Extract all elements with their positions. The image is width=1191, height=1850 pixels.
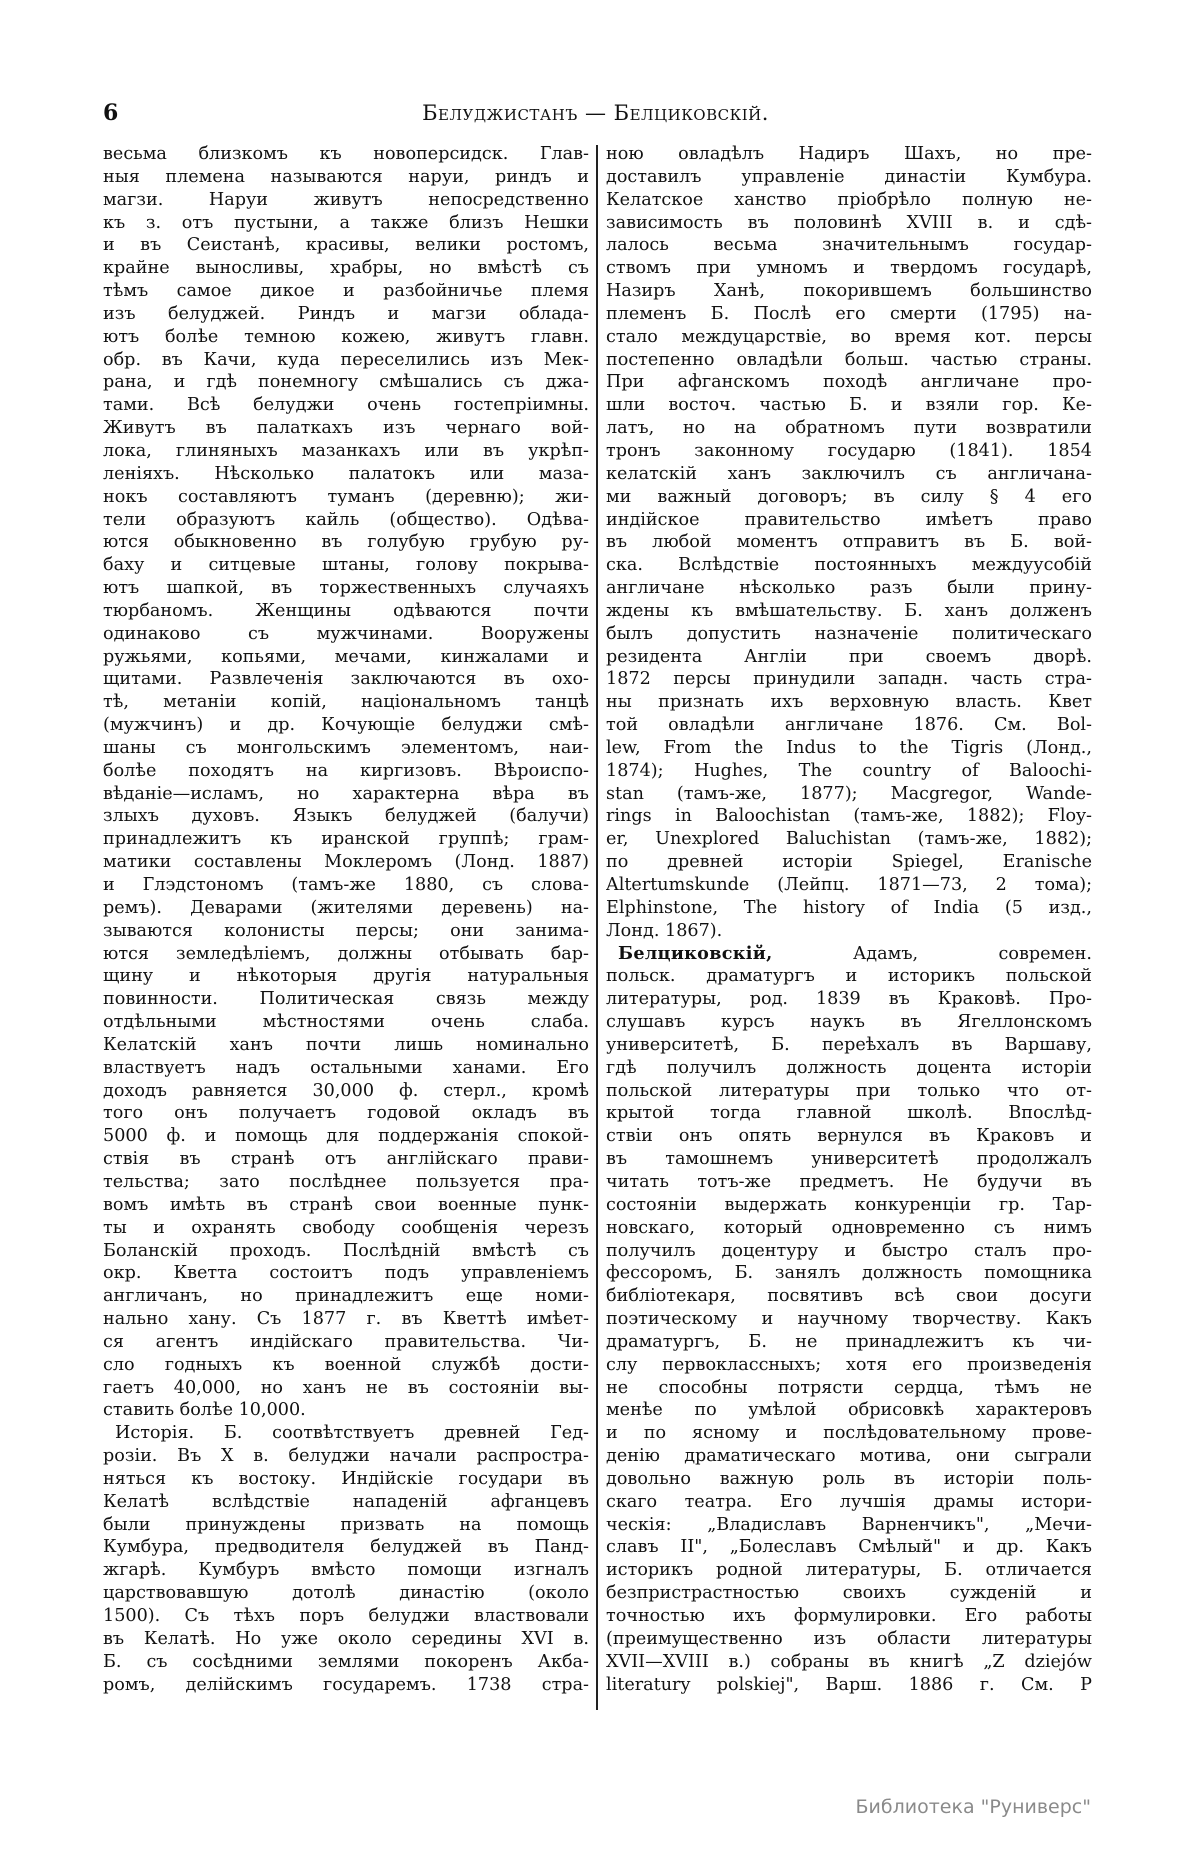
text-line: властвуетъ надъ остальными ханами. Его	[103, 1057, 589, 1078]
column-divider	[596, 145, 598, 1710]
text-line: зависимость въ половинѣ XVIII в. и сдѣ-	[606, 212, 1092, 233]
text-line: англичане нѣсколько разъ были прину-	[606, 578, 1092, 599]
text-line: шаны съ монгольскимъ элементомъ, наи-	[103, 737, 589, 758]
text-line: ся агентъ индійскаго правительства. Чи-	[103, 1331, 589, 1352]
text-line: отдѣльными мѣстностями очень слаба.	[103, 1012, 589, 1033]
text-line: вѣданіе—исламъ, но характерна вѣра въ	[103, 783, 589, 804]
text-line: постепенно овладѣли больш. частью страны.	[606, 349, 1092, 370]
text-line: библіотекаря, посвятивъ всѣ свои досуги	[606, 1286, 1092, 1307]
text-line: 1500). Съ тѣхъ поръ белуджи властвовали	[103, 1606, 589, 1626]
text-line: повинности. Политическая связь между	[103, 989, 589, 1010]
text-line: драматургъ, Б. не принадлежитъ къ чи-	[606, 1331, 1092, 1352]
text-line: нокъ составляютъ туманъ (деревню); жи-	[103, 486, 589, 507]
text-line: er, Unexplored Baluchistan (тамъ-же, 1882);	[606, 829, 1092, 850]
text-line: крытой тогда главной школѣ. Впослѣд-	[606, 1103, 1092, 1124]
text-line: фессоромъ, Б. занялъ должность помощника	[606, 1263, 1092, 1284]
text-line: ремъ). Деварами (жителями деревень) на-	[103, 897, 589, 918]
text-line: слу первоклассныхъ; хотя его произведенія	[606, 1354, 1092, 1375]
text-line: точностью ихъ формулировки. Его работы	[606, 1606, 1092, 1626]
text-line: получилъ доцентуру и быстро сталъ про-	[606, 1240, 1092, 1261]
text-line: Б. съ сосѣдними землями покоренъ Акба-	[103, 1651, 589, 1672]
text-line: и по ясному и послѣдовательному прове-	[606, 1423, 1092, 1444]
text-line: тѣмъ самое дикое и разбойничье племя	[103, 281, 589, 302]
text-line: той овладѣли англичане 1876. См. Bol-	[606, 715, 1092, 736]
text-line: въ Келатѣ. Но уже около середины XVI в.	[103, 1628, 589, 1649]
text-line: лока, глиняныхъ мазанкахъ или въ укрѣп-	[103, 440, 589, 461]
entry-headword: Белциковскій,	[618, 942, 773, 964]
text-line: тюрбаномъ. Женщины одѣваются почти	[103, 600, 589, 621]
page-number: 6	[103, 100, 119, 126]
text-line: lew, From the Indus to the Tigris (Лонд.,	[606, 737, 1092, 758]
text-line: одинаково съ мужчинами. Вооружены	[103, 623, 589, 644]
text-line: университетѣ, Б. переѣхалъ въ Варшаву,	[606, 1034, 1092, 1055]
text-line: ставить болѣе 10,000.	[103, 1400, 306, 1421]
text-line: ются обыкновенно въ голубую грубую ру-	[103, 532, 589, 553]
text-line: индійское правительство имѣетъ право	[606, 509, 1092, 530]
text-line: въ любой моментъ отправитъ въ Б. вой-	[606, 532, 1092, 553]
text-line: стало междуцарствіе, во время кот. персы	[606, 326, 1092, 347]
text-line: нально хану. Съ 1877 г. въ Кветтѣ имѣет-	[103, 1309, 589, 1330]
text-line: щину и нѣкоторыя другія натуральныя	[103, 966, 589, 987]
text-line: зываются колонисты персы; они занима-	[103, 920, 589, 941]
text-line: гдѣ получилъ должность доцента исторіи	[606, 1057, 1092, 1078]
text-line: literatury polskiej", Варш. 1886 г. См. Р	[606, 1674, 1092, 1695]
text-line: состояніи выдержать конкуренціи гр. Тар-	[606, 1194, 1092, 1215]
text-line: англичанъ, но принадлежитъ еще номи-	[103, 1286, 589, 1307]
text-line: розіи. Въ X в. белуджи начали распростра-	[103, 1446, 589, 1467]
text-line: няться къ востоку. Индійскіе государи въ	[103, 1468, 589, 1489]
text-line: Кумбура, предводителя белуджей въ Панд-	[103, 1537, 589, 1558]
text-line: славъ II", „Болеславъ Смѣлый" и др. Какъ	[606, 1537, 1092, 1558]
text-line: принадлежитъ къ иранской группѣ; грам-	[103, 829, 589, 850]
text-line: ютъ шапкой, въ торжественныхъ случаяхъ	[103, 578, 589, 599]
text-line: скаго театра. Его лучшія драмы истори-	[606, 1491, 1092, 1512]
text-line: ска. Вслѣдствіе постоянныхъ междуусобій	[606, 555, 1092, 576]
text-line: царствовавшую дотолѣ династію (около	[103, 1583, 589, 1604]
text-line: матики составлены Моклеромъ (Лонд. 1887)	[103, 852, 589, 873]
text-line: ствомъ при умномъ и твердомъ государѣ,	[606, 258, 1092, 279]
text-line: новскаго, который одновременно съ нимъ	[606, 1217, 1092, 1238]
text-line: тели образуютъ кайль (общество). Одѣва-	[103, 509, 589, 530]
text-line: тѣ, метаніи копій, національномъ танцѣ	[103, 692, 589, 713]
text-line: лалось весьма значительнымъ государ-	[606, 235, 1092, 256]
text-line: ются земледѣліемъ, должны отбывать бар-	[103, 943, 589, 964]
text-line: 5000 ф. и помощь для поддержанія спокой-	[103, 1126, 589, 1147]
text-line: Altertumskunde (Лейпц. 1871—73, 2 тома);	[606, 875, 1092, 895]
text-line: Келатѣ вслѣдствіе нападеній афганцевъ	[103, 1491, 589, 1512]
text-line: къ з. отъ пустыни, а также близъ Нешки	[103, 212, 589, 233]
text-line: rings in Baloochistan (тамъ-же, 1882); Floy-	[606, 806, 1092, 827]
text-line: ною овладѣлъ Надиръ Шахъ, но пре-	[606, 144, 1092, 164]
text-line: безпристрастностью своихъ сужденій и	[606, 1583, 1092, 1604]
text-line: Келатскій ханъ почти лишь номинально	[103, 1034, 589, 1055]
text-line: ческія: „Владиславъ Варненчикъ", „Мечи-	[606, 1514, 1092, 1535]
text-line: слушавъ курсъ наукъ въ Ягеллонскомъ	[606, 1012, 1092, 1033]
text-line: тами. Всѣ белуджи очень гостепріимны.	[103, 395, 589, 416]
text-line: ны признать ихъ верховную власть. Квет	[606, 692, 1092, 713]
text-line: рана, и гдѣ понемногу смѣшались съ джа-	[103, 372, 589, 393]
text-line: менѣе по умѣлой обрисовкѣ характеровъ	[606, 1400, 1092, 1421]
text-line: ты и охранять свободу сообщенія черезъ	[103, 1217, 589, 1238]
text-line: польской литературы при только что от-	[606, 1080, 1092, 1101]
text-line-content: Адамъ, современ.	[852, 943, 1092, 964]
running-title: Белуджистанъ — Белциковскій.	[422, 101, 769, 125]
text-line: тронъ законному государю (1841). 1854	[606, 440, 1092, 461]
text-line: весьма близкомъ къ новоперсидск. Глав-	[103, 144, 589, 164]
text-line: были принуждены призвать на помощь	[103, 1514, 589, 1535]
text-line: щитами. Развлеченія заключаются въ охо-	[103, 669, 589, 690]
text-line: резидента Англіи при своемъ дворѣ.	[606, 646, 1092, 667]
text-line: злыхъ духовъ. Языкъ белуджей (балучи)	[103, 806, 589, 827]
text-line: изъ белуджей. Риндъ и магзи облада-	[103, 303, 589, 324]
text-line: сло годныхъ къ военной службѣ дости-	[103, 1354, 589, 1375]
text-line: Живутъ въ палаткахъ изъ чернаго вой-	[103, 418, 589, 439]
text-line: При афганскомъ походѣ англичане про-	[606, 372, 1092, 393]
text-line: гаетъ 40,000, но ханъ не въ состояніи вы-	[103, 1377, 589, 1398]
text-line: ружьями, копьями, мечами, кинжалами и	[103, 646, 589, 667]
right-column	[606, 143, 1092, 1696]
text-line: баху и ситцевые штаны, голову покрыва-	[103, 555, 589, 576]
text-line: вомъ имѣть въ странѣ свои военные пунк-	[103, 1194, 589, 1215]
text-line: не способны потрясти сердца, тѣмъ не	[606, 1377, 1092, 1398]
text-line: по древней исторіи Spiegel, Eranische	[606, 852, 1092, 873]
text-line: литературы, род. 1839 въ Краковѣ. Про-	[606, 989, 1092, 1010]
text-line: племенъ Б. Послѣ его смерти (1795) на-	[606, 303, 1092, 324]
text-line: XVII—XVIII в.) собраны въ книгѣ „Z dziejów	[606, 1651, 1092, 1672]
text-line: и въ Сеистанѣ, красивы, велики ростомъ,	[103, 235, 589, 256]
text-line: того онъ получаетъ годовой окладъ въ	[103, 1103, 589, 1124]
text-line: магзи. Наруи живутъ непосредственно	[103, 189, 589, 210]
text-line: болѣе походятъ на киргизовъ. Вѣроиспо-	[103, 760, 589, 781]
text-line: денію драматическаго мотива, они сыграли	[606, 1446, 1092, 1467]
text-line: шли восточ. частью Б. и взяли гор. Ке-	[606, 395, 1092, 416]
text-line: Elphinstone, The history of India (5 изд.,	[606, 897, 1092, 918]
text-line: историкъ родной литературы, Б. отличается	[606, 1560, 1092, 1581]
text-line: 1872 персы принудили западн. часть стра-	[606, 669, 1092, 690]
text-line: ствія въ странѣ отъ англійскаго прави-	[103, 1149, 589, 1170]
text-line: келатскій ханъ заключилъ съ англичана-	[606, 463, 1092, 484]
text-line: леніяхъ. Нѣсколько палатокъ или маза-	[103, 463, 589, 484]
text-line: въ тамошнемъ университетѣ продолжалъ	[606, 1149, 1092, 1170]
text-line: (преимущественно изъ области литературы	[606, 1628, 1092, 1649]
text-line: 1874); Hughes, The country of Baloochi-	[606, 760, 1092, 781]
text-line: stan (тамъ-же, 1877); Macgregor, Wande-	[606, 783, 1092, 804]
text-line: Келатское ханство пріобрѣло полную не-	[606, 189, 1092, 210]
text-line: Назиръ Ханѣ, покорившемъ большинство	[606, 281, 1092, 302]
text-line: доходъ равняется 30,000 ф. стерл., кромѣ	[103, 1080, 589, 1101]
text-line: окр. Кветта состоитъ подъ управленіемъ	[103, 1263, 589, 1284]
text-line: Лонд. 1867).	[606, 920, 723, 941]
text-line: ромъ, делійскимъ государемъ. 1738 стра-	[103, 1674, 589, 1695]
text-line: Боланскій проходъ. Послѣдній вмѣстѣ съ	[103, 1240, 589, 1261]
text-line: читать тотъ-же предметъ. Не будучи въ	[606, 1171, 1092, 1192]
left-column	[103, 143, 589, 1696]
text-line: ждены къ вмѣшательству. Б. ханъ долженъ	[606, 600, 1092, 621]
text-line: (мужчинъ) и др. Кочующіе белуджи смѣ-	[103, 715, 589, 736]
text-line: польск. драматургъ и историкъ польской	[606, 966, 1092, 987]
text-line: латъ, но на обратномъ пути возвратили	[606, 418, 1092, 439]
text-line: крайне выносливы, храбры, но вмѣстѣ съ	[103, 258, 589, 279]
text-line: поэтическому и научному творчеству. Какъ	[606, 1309, 1092, 1330]
text-line: доставилъ управленіе династіи Кумбура.	[606, 166, 1092, 187]
text-line: и Глэдстономъ (тамъ-же 1880, съ слова-	[103, 875, 589, 895]
library-watermark: Библиотека "Руниверс"	[855, 1796, 1091, 1818]
text-line: довольно важную роль въ исторіи поль-	[606, 1468, 1092, 1489]
text-line: былъ допустить назначеніе политическаго	[606, 623, 1092, 644]
text-line: жгарѣ. Кумбуръ вмѣсто помощи изгналъ	[103, 1560, 589, 1581]
text-line: ютъ болѣе темною кожею, живутъ главн.	[103, 326, 589, 347]
text-line: обр. въ Качи, куда переселились изъ Мек-	[103, 349, 589, 370]
text-line: Исторія. Б. соотвѣтствуетъ древней Гед-	[115, 1423, 589, 1444]
text-line: ныя племена называются наруи, риндъ и	[103, 166, 589, 187]
text-line: ми важный договоръ; въ силу § 4 его	[606, 486, 1092, 507]
text-line: тельства; зато послѣднее пользуется пра-	[103, 1171, 589, 1192]
text-line	[606, 943, 1092, 966]
text-line: ствіи онъ опять вернулся въ Краковъ и	[606, 1126, 1092, 1147]
